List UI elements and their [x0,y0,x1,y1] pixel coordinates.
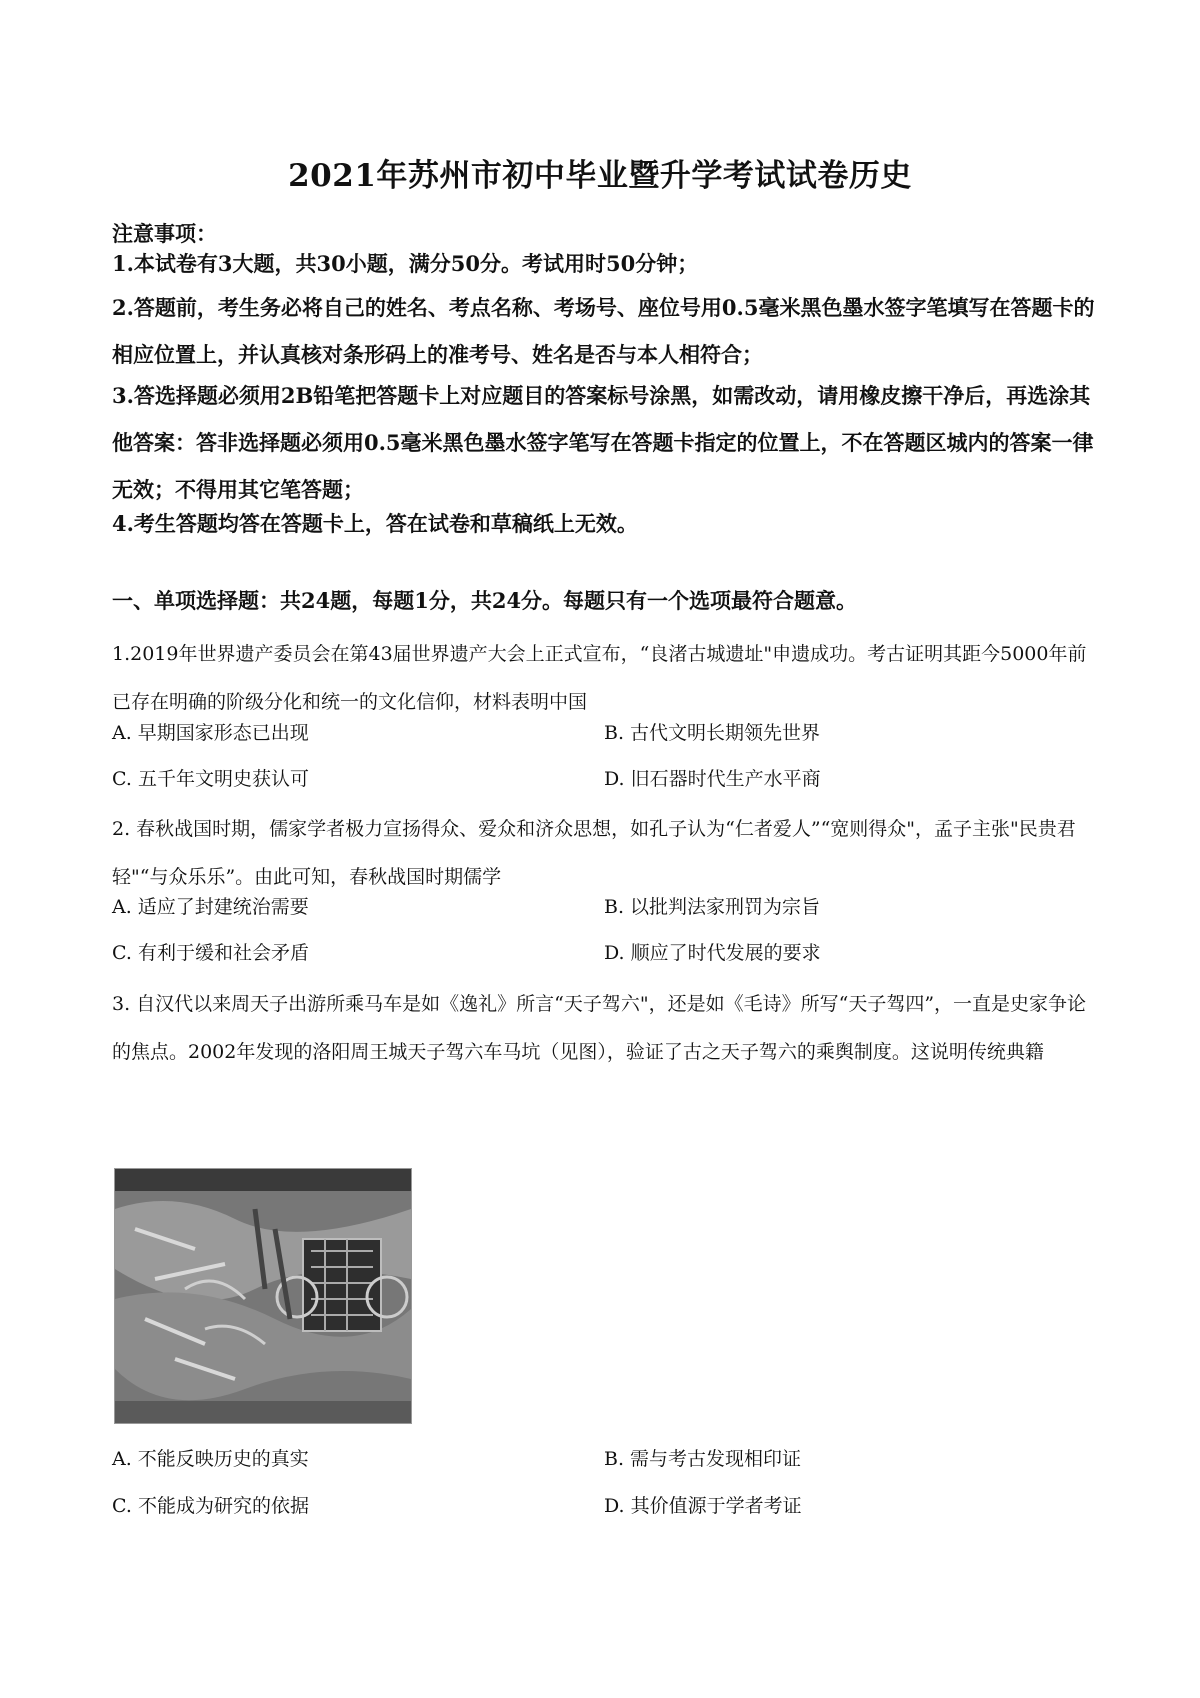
question-2-stem: 2. 春秋战国时期，儒家学者极力宣扬得众、爱众和济众思想，如孔子认为“仁者爱人”“宽则得众"，孟子主张"民贵君轻"“与众乐乐”。由此可知，春秋战国时期儒学 [112,818,1076,888]
notes-heading: 注意事项： [112,221,217,246]
question-3-option-a: A. 不能反映历史的真实 [112,1448,309,1470]
question-3-option-d: D. 其价值源于学者考证 [604,1495,802,1517]
section-heading: 一、单项选择题：共24题，每题1分，共24分。每题只有一个选项最符合题意。 [112,588,858,613]
question-1-option-d: D. 旧石器时代生产水平商 [604,768,821,790]
question-3-option-b: B. 需与考古发现相印证 [604,1448,802,1470]
question-1-option-b: B. 古代文明长期领先世界 [604,722,821,744]
question-2-option-b: B. 以批判法家刑罚为宗旨 [604,896,821,918]
question-2-option-a: A. 适应了封建统治需要 [112,896,309,918]
question-2-option-d: D. 顺应了时代发展的要求 [604,942,821,964]
note-2: 2.答题前，考生务必将自己的姓名、考点名称、考场号、座位号用0.5毫米黑色墨水签字笔填写在答题卡的相应位置上，并认真核对条形码上的准考号、姓名是否与本人相符合； [112,295,1095,367]
question-1-stem: 1.2019年世界遗产委员会在第43届世界遗产大会上正式宣布，“良渚古城遗址"申遗成功。考古证明其距今5000年前已存在明确的阶级分化和统一的文化信仰，材料表明中国 [112,643,1087,713]
exam-title: 2021年苏州市初中毕业暨升学考试试卷历史 [288,158,912,194]
chariot-pit-photo [114,1168,412,1424]
note-1: 1.本试卷有3大题，共30小题，满分50分。考试用时50分钟； [112,251,699,276]
note-4: 4.考生答题均答在答题卡上，答在试卷和草稿纸上无效。 [112,511,638,536]
chariot-pit-photo-graphic [115,1169,411,1423]
question-3-stem: 3. 自汉代以来周天子出游所乘马车是如《逸礼》所言“天子驾六"，还是如《毛诗》所写“天子驾四”，一直是史家争论的焦点。2002年发现的洛阳周王城天子驾六车马坑（见图），验证了古之天子驾六的乘舆制度。这说明传统典籍 [112,993,1087,1063]
question-3-option-c: C. 不能成为研究的依据 [112,1495,309,1517]
question-1-option-a: A. 早期国家形态已出现 [112,722,309,744]
note-3: 3.答选择题必须用2B铅笔把答题卡上对应题目的答案标号涂黑，如需改动，请用橡皮擦干净后，再选涂其他答案：答非选择题必须用0.5毫米黑色墨水签字笔写在答题卡指定的位置上，不在答题区城内的答案一律无效；不得用其它笔答题； [112,383,1094,502]
question-2-option-c: C. 有利于缓和社会矛盾 [112,942,309,964]
question-1-option-c: C. 五千年文明史获认可 [112,768,309,790]
